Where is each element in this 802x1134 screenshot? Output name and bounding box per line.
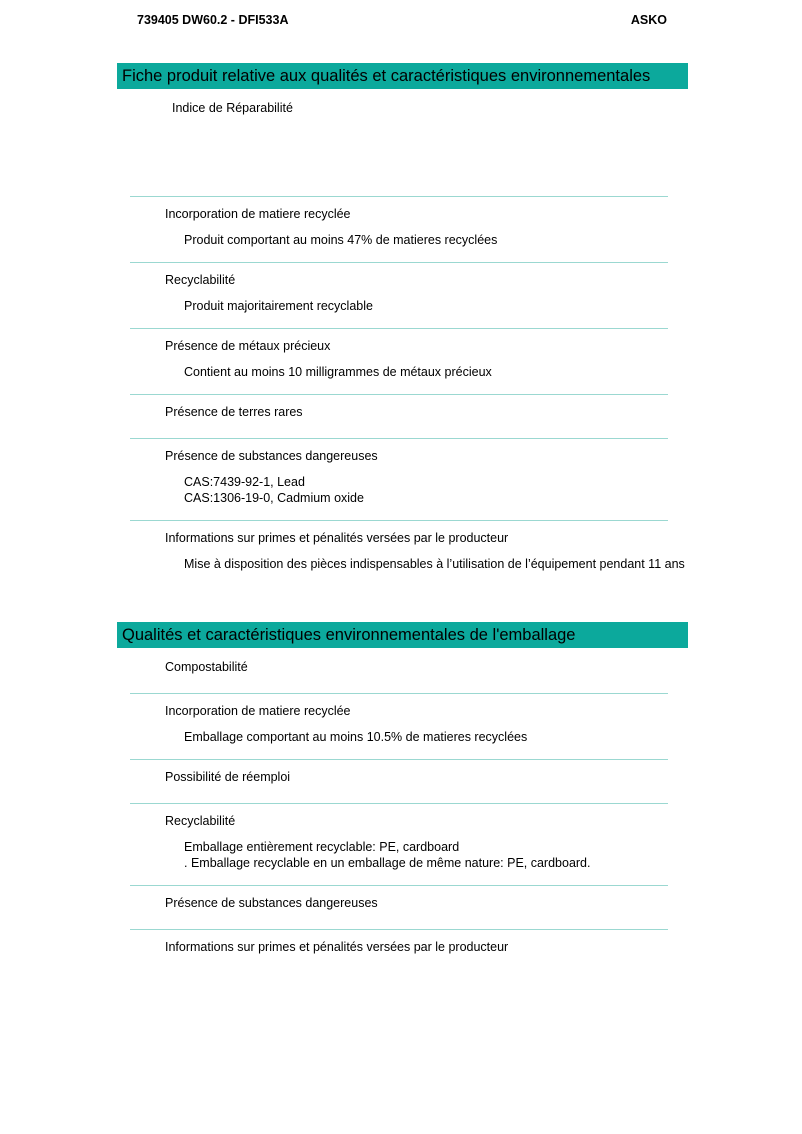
criterion-details — [184, 556, 802, 572]
criterion-label: Incorporation de matiere recyclée — [165, 207, 351, 221]
section-divider — [130, 759, 668, 760]
section-title-banner — [117, 622, 688, 648]
document-header — [0, 0, 802, 27]
criterion-item — [0, 196, 802, 262]
criterion-label: Recyclabilité — [165, 273, 236, 287]
section-divider — [130, 803, 668, 804]
section-divider — [130, 438, 668, 439]
brand-name: ASKO — [630, 13, 667, 27]
criterion-detail-line: Produit majoritairement recyclable — [184, 299, 373, 313]
criterion-label: Compostabilité — [165, 660, 248, 674]
section-title: Qualités et caractéristiques environnementales de l'emballage — [122, 625, 576, 644]
criterion-label: Présence de terres rares — [165, 405, 303, 419]
criterion-details — [184, 232, 802, 248]
criterion-item — [0, 262, 802, 328]
criterion-label: Présence de substances dangereuses — [165, 896, 378, 910]
criterion-item — [0, 394, 802, 438]
environmental-section — [0, 622, 802, 973]
criterion-details — [184, 298, 802, 314]
criteria-list — [0, 660, 802, 973]
section-divider — [130, 929, 668, 930]
criterion-details — [184, 839, 802, 871]
section-divider — [130, 328, 668, 329]
criterion-detail-line: Mise à disposition des pièces indispensables à l’utilisation de l’équipement pendant 11 ans — [184, 557, 685, 571]
criterion-label: Informations sur primes et pénalités versées par le producteur — [165, 531, 509, 545]
criterion-item — [0, 438, 802, 520]
criterion-label: Recyclabilité — [165, 814, 236, 828]
criterion-label: Possibilité de réemploi — [165, 770, 291, 784]
criterion-details — [184, 364, 802, 380]
sections-container — [0, 63, 802, 973]
criterion-detail-line: Produit comportant au moins 47% de matieres recyclées — [184, 233, 498, 247]
criterion-detail-line: Emballage entièrement recyclable: PE, cardboard — [184, 840, 460, 854]
criterion-item — [0, 328, 802, 394]
criterion-item — [0, 693, 802, 759]
criterion-item — [0, 885, 802, 929]
section-title-banner — [117, 63, 688, 89]
criterion-label: Présence de métaux précieux — [165, 339, 331, 353]
criterion-item — [0, 759, 802, 803]
criterion-detail-line: CAS:1306-19-0, Cadmium oxide — [184, 491, 364, 505]
criterion-detail-line: . Emballage recyclable en un emballage de même nature: PE, cardboard. — [184, 856, 591, 870]
criterion-detail-line: Emballage comportant au moins 10.5% de matieres recyclées — [184, 730, 528, 744]
criterion-details — [184, 729, 802, 745]
criterion-label: Informations sur primes et pénalités versées par le producteur — [165, 940, 509, 954]
environmental-section — [0, 63, 802, 586]
criterion-detail-line: Contient au moins 10 milligrammes de métaux précieux — [184, 365, 492, 379]
criterion-label: Indice de Réparabilité — [172, 101, 293, 115]
criterion-item — [0, 660, 802, 693]
criterion-item — [0, 929, 802, 973]
criterion-label: Incorporation de matiere recyclée — [165, 704, 351, 718]
criterion-item — [0, 803, 802, 885]
section-divider — [130, 196, 668, 197]
criterion-item — [0, 101, 802, 196]
section-divider — [130, 693, 668, 694]
section-divider — [130, 885, 668, 886]
section-title: Fiche produit relative aux qualités et caractéristiques environnementales — [122, 66, 651, 85]
criterion-details — [184, 474, 802, 506]
section-divider — [130, 394, 668, 395]
criterion-item — [0, 520, 802, 586]
criterion-detail-line: CAS:7439-92-1, Lead — [184, 475, 305, 489]
document-reference: 739405 DW60.2 - DFI533A — [137, 13, 289, 27]
section-divider — [130, 520, 668, 521]
criterion-label: Présence de substances dangereuses — [165, 449, 378, 463]
criteria-list — [0, 101, 802, 586]
section-divider — [130, 262, 668, 263]
